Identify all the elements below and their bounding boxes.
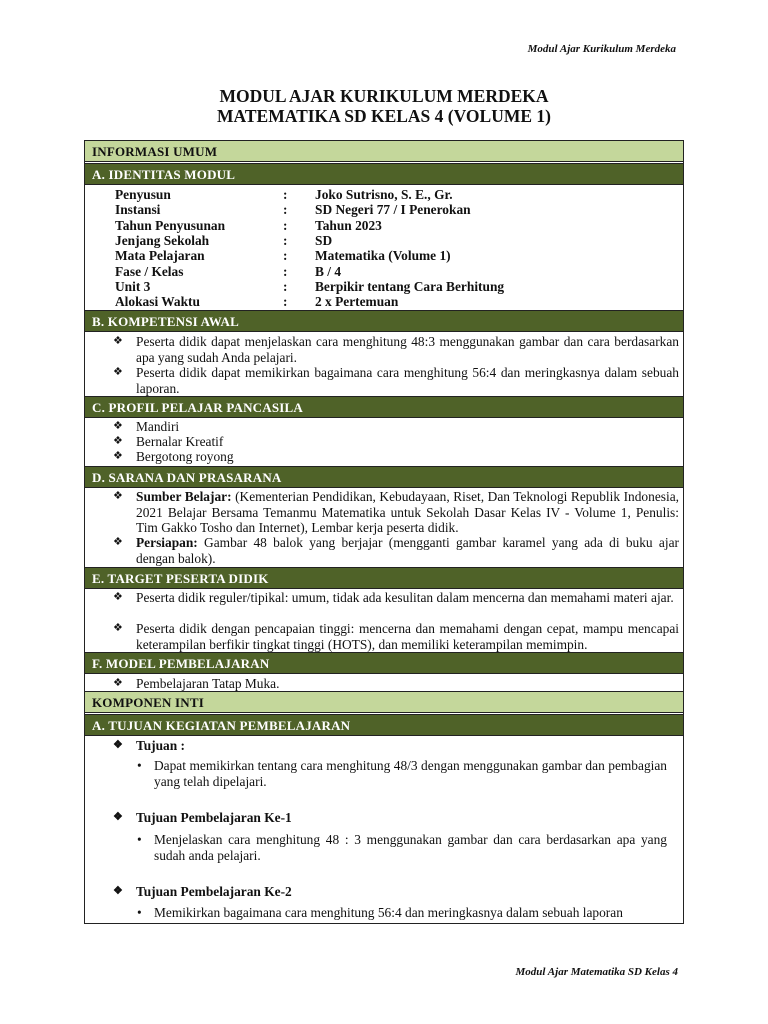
identitas-key: Penyusun [115, 187, 171, 202]
diamond-bullet-icon: ❖ [113, 420, 123, 432]
section-identitas-modul: A. IDENTITAS MODUL [85, 163, 683, 185]
list-item [113, 449, 679, 465]
tujuan-point [137, 758, 667, 790]
identitas-value: Joko Sutrisno, S. E., Gr. [315, 187, 453, 202]
diamond-bullet-icon: ❖ [113, 622, 123, 634]
tujuan-point [137, 905, 667, 921]
list-item-text: Peserta didik reguler/tipikal: umum, tidak ada kesulitan dalam mencerna dan memahami materi ajar. [136, 590, 674, 605]
identitas-key: Tahun Penyusunan [115, 217, 226, 233]
diamond-bullet-icon: ❖ [113, 536, 123, 548]
tujuan-point-text: Menjelaskan cara menghitung 48 : 3 menggunakan gambar dan cara berdasarkan apa yang sudah anda pelajari. [154, 832, 667, 863]
tujuan-heading [113, 738, 679, 754]
tujuan-heading-text: Tujuan : [136, 738, 186, 753]
identitas-value: Berpikir tentang Cara Berhitung [315, 278, 505, 294]
section-sarana-prasarana: D. SARANA DAN PRASARANA [85, 466, 683, 488]
tujuan-heading-text: Tujuan Pembelajaran Ke-2 [136, 884, 292, 899]
document-title [0, 86, 768, 126]
list-item-text: Peserta didik dapat memikirkan bagaimana cara menghitung 56:4 dan meringkasnya dalam sebuah laporan. [136, 365, 679, 396]
section-profil-pelajar: C. PROFIL PELAJAR PANCASILA [85, 396, 683, 418]
bullet-dot-icon: • [137, 758, 142, 773]
list-item [113, 621, 679, 652]
bullet-dot-icon: • [137, 905, 142, 920]
tujuan-point-text: Dapat memikirkan tentang cara menghitung 48/3 dengan menggunakan gambar dan pembagian yang telah dipelajari. [154, 758, 667, 789]
diamond-bullet-icon: ❖ [113, 811, 123, 823]
section-tujuan-kegiatan: A. TUJUAN KEGIATAN PEMBELAJARAN [85, 714, 683, 736]
list-item [113, 434, 679, 450]
list-item [113, 535, 679, 566]
diamond-bullet-icon: ❖ [113, 450, 123, 462]
identitas-value: B / 4 [315, 263, 342, 279]
section-informasi-umum: INFORMASI UMUM [85, 140, 683, 162]
list-item-text [136, 535, 679, 566]
tujuan-heading-text: Tujuan Pembelajaran Ke-1 [136, 810, 292, 825]
identitas-key: Alokasi Waktu [115, 294, 200, 310]
diamond-bullet-icon: ❖ [113, 335, 123, 347]
identitas-colon: : [283, 278, 288, 294]
section-target-peserta: E. TARGET PESERTA DIDIK [85, 567, 683, 589]
list-item-text: Bernalar Kreatif [136, 434, 224, 449]
diamond-bullet-icon: ❖ [113, 591, 123, 603]
identitas-colon: : [283, 202, 288, 218]
list-item-text: Peserta didik dengan pencapaian tinggi: mencerna dan memahami dengan cepat, mampu mencapai keterampilan berfikir tingkat tinggi (HOTS), dan memiliki keterampilan memimpin. [136, 621, 679, 652]
identitas-key: Instansi [115, 202, 161, 218]
identitas-value: Matematika (Volume 1) [315, 248, 451, 264]
list-item [113, 334, 679, 365]
diamond-bullet-icon: ❖ [113, 366, 123, 378]
tujuan-point-text: Memikirkan bagaimana cara menghitung 56:4 dan meringkasnya dalam sebuah laporan [154, 905, 623, 920]
identitas-key: Mata Pelajaran [115, 248, 205, 264]
persiapan-text: Gambar 48 balok yang berjajar (mengganti gambar karamel yang ada di buku ajar dengan balok). [136, 535, 679, 566]
identitas-key: Jenjang Sekolah [115, 232, 210, 248]
list-item-text: Mandiri [136, 419, 180, 434]
diamond-bullet-icon: ❖ [113, 885, 123, 897]
list-item [113, 590, 679, 606]
section-kompetensi-awal: B. KOMPETENSI AWAL [85, 310, 683, 332]
tujuan-point [137, 832, 667, 864]
list-item-text: Pembelajaran Tatap Muka. [136, 676, 280, 691]
persiapan-label: Persiapan: [136, 535, 198, 550]
diamond-bullet-icon: ❖ [113, 677, 123, 689]
section-komponen-inti: KOMPONEN INTI [85, 691, 683, 713]
section-model-pembelajaran: F. MODEL PEMBELAJARAN [85, 652, 683, 674]
module-table [84, 140, 684, 924]
identitas-value: 2 x Pertemuan [315, 294, 399, 310]
tujuan-heading [113, 810, 679, 826]
identitas-colon: : [283, 248, 288, 264]
sumber-belajar-label: Sumber Belajar: [136, 489, 232, 504]
diamond-bullet-icon: ❖ [113, 739, 123, 751]
tujuan-heading [113, 884, 679, 900]
list-item [113, 489, 679, 536]
identitas-value: SD Negeri 77 / I Penerokan [315, 202, 471, 218]
title-line-2: MATEMATIKA SD KELAS 4 (VOLUME 1) [217, 106, 551, 126]
sumber-belajar-text: (Kementerian Pendidikan, Kebudayaan, Riset, Dan Teknologi Republik Indonesia, 2021 Belajar Bersama Temanmu Matematika untuk Sekolah Dasar Kelas IV - Volume 1, Penulis: Tim Gakko Tosho dan Internet), Lembar kerja peserta didik. [136, 489, 679, 535]
identitas-key: Unit 3 [115, 278, 151, 294]
identitas-key: Fase / Kelas [115, 263, 184, 279]
list-item-text: Peserta didik dapat menjelaskan cara menghitung 48:3 menggunakan gambar dan cara berdasarkan apa yang sudah Anda pelajari. [136, 334, 679, 365]
list-item-text [136, 489, 679, 536]
identitas-value: SD [315, 232, 333, 248]
identitas-colon: : [283, 232, 288, 248]
diamond-bullet-icon: ❖ [113, 435, 123, 447]
identitas-colon: : [283, 294, 288, 310]
list-item-text: Bergotong royong [136, 449, 234, 464]
list-item [113, 365, 679, 396]
bullet-dot-icon: • [137, 832, 142, 847]
running-header: Modul Ajar Kurikulum Merdeka [527, 43, 676, 55]
list-item [113, 419, 679, 435]
list-item [113, 676, 679, 692]
diamond-bullet-icon: ❖ [113, 490, 123, 502]
running-footer: Modul Ajar Matematika SD Kelas 4 [515, 966, 678, 978]
identitas-colon: : [283, 187, 288, 202]
identitas-value: Tahun 2023 [315, 217, 382, 233]
title-line-1: MODUL AJAR KURIKULUM MERDEKA [219, 86, 549, 106]
identitas-colon: : [283, 263, 288, 279]
identitas-colon: : [283, 217, 288, 233]
